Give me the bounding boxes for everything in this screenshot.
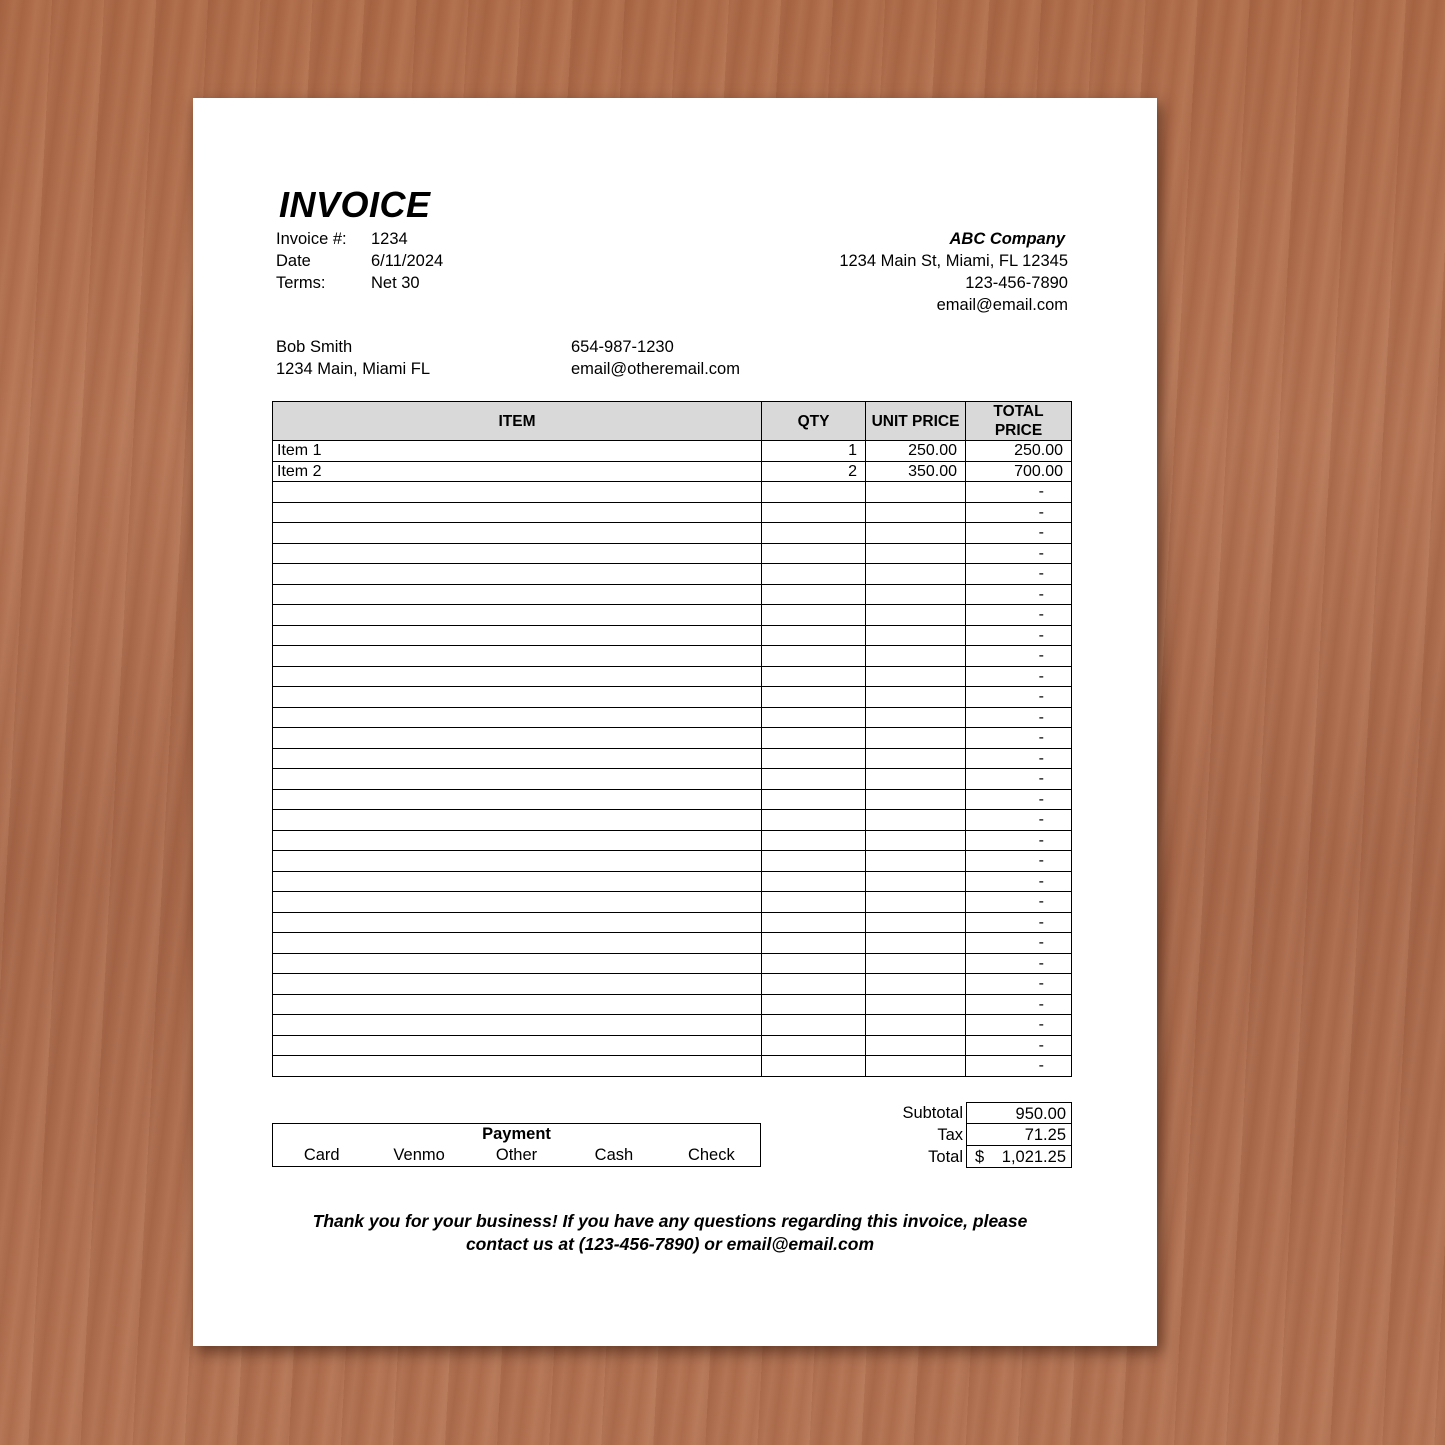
total-price-cell: - bbox=[966, 666, 1072, 687]
customer-contact bbox=[571, 336, 740, 380]
tax-label: Tax bbox=[937, 1126, 963, 1144]
table-row bbox=[273, 769, 1072, 790]
qty-cell bbox=[762, 851, 866, 872]
item-cell bbox=[273, 728, 762, 749]
unit-price-cell bbox=[866, 502, 966, 523]
customer-address: 1234 Main, Miami FL bbox=[276, 360, 431, 378]
total-row bbox=[872, 1146, 1072, 1168]
table-row bbox=[273, 605, 1072, 626]
unit-price-cell bbox=[866, 974, 966, 995]
qty-cell: 2 bbox=[762, 461, 866, 482]
subtotal-label: Subtotal bbox=[902, 1104, 963, 1122]
table-row bbox=[273, 994, 1072, 1015]
qty-cell: 1 bbox=[762, 441, 866, 462]
qty-cell bbox=[762, 974, 866, 995]
qty-cell bbox=[762, 584, 866, 605]
table-row bbox=[273, 625, 1072, 646]
qty-cell bbox=[762, 728, 866, 749]
item-cell: Item 2 bbox=[273, 461, 762, 482]
unit-price-cell bbox=[866, 707, 966, 728]
unit-price-cell bbox=[866, 523, 966, 544]
table-row bbox=[273, 830, 1072, 851]
total-price-cell: - bbox=[966, 584, 1072, 605]
table-row bbox=[273, 974, 1072, 995]
customer-phone: 654-987-1230 bbox=[571, 338, 674, 356]
qty-cell bbox=[762, 769, 866, 790]
table-row bbox=[273, 728, 1072, 749]
total-price-cell: - bbox=[966, 789, 1072, 810]
qty-cell bbox=[762, 687, 866, 708]
table-row bbox=[273, 1015, 1072, 1036]
invoice-date-value: 6/11/2024 bbox=[371, 252, 444, 270]
header-unit-price: UNIT PRICE bbox=[866, 402, 966, 441]
payment-option-venmo: Venmo bbox=[393, 1146, 445, 1164]
total-value: 1,021.25 bbox=[1001, 1148, 1066, 1166]
item-cell bbox=[273, 871, 762, 892]
unit-price-cell bbox=[866, 646, 966, 667]
items-table bbox=[272, 401, 1072, 1077]
item-cell bbox=[273, 584, 762, 605]
total-price-cell: - bbox=[966, 974, 1072, 995]
qty-cell bbox=[762, 748, 866, 769]
qty-cell bbox=[762, 646, 866, 667]
table-row bbox=[273, 523, 1072, 544]
qty-cell bbox=[762, 1056, 866, 1077]
invoice-number-row bbox=[276, 228, 443, 250]
unit-price-cell bbox=[866, 584, 966, 605]
invoice-page bbox=[193, 98, 1157, 1346]
item-cell bbox=[273, 543, 762, 564]
meta-label: Terms: bbox=[276, 274, 326, 292]
unit-price-cell bbox=[866, 769, 966, 790]
item-cell bbox=[273, 748, 762, 769]
unit-price-cell bbox=[866, 1015, 966, 1036]
item-cell bbox=[273, 646, 762, 667]
customer-name: Bob Smith bbox=[276, 338, 353, 356]
item-cell bbox=[273, 1015, 762, 1036]
item-cell bbox=[273, 482, 762, 503]
total-price-cell: - bbox=[966, 502, 1072, 523]
total-price-cell: - bbox=[966, 625, 1072, 646]
total-price-cell: - bbox=[966, 543, 1072, 564]
payment-option-card: Card bbox=[303, 1146, 340, 1164]
unit-price-cell bbox=[866, 830, 966, 851]
total-price-cell: - bbox=[966, 933, 1072, 954]
total-price-cell: - bbox=[966, 994, 1072, 1015]
unit-price-cell bbox=[866, 851, 966, 872]
company-email: email@email.com bbox=[936, 296, 1068, 314]
item-cell bbox=[273, 687, 762, 708]
total-price-cell: - bbox=[966, 748, 1072, 769]
invoice-date-row bbox=[276, 250, 443, 272]
table-row bbox=[273, 871, 1072, 892]
qty-cell bbox=[762, 666, 866, 687]
unit-price-cell bbox=[866, 666, 966, 687]
unit-price-cell bbox=[866, 912, 966, 933]
qty-cell bbox=[762, 892, 866, 913]
item-cell bbox=[273, 912, 762, 933]
table-row bbox=[273, 1056, 1072, 1077]
unit-price-cell bbox=[866, 482, 966, 503]
qty-cell bbox=[762, 789, 866, 810]
table-row bbox=[273, 707, 1072, 728]
qty-cell bbox=[762, 564, 866, 585]
unit-price-cell bbox=[866, 953, 966, 974]
unit-price-cell bbox=[866, 605, 966, 626]
item-cell bbox=[273, 851, 762, 872]
unit-price-cell: 250.00 bbox=[866, 441, 966, 462]
item-cell bbox=[273, 605, 762, 626]
company-address: 1234 Main St, Miami, FL 12345 bbox=[839, 252, 1068, 270]
payment-option-check: Check bbox=[687, 1146, 735, 1164]
unit-price-cell bbox=[866, 728, 966, 749]
total-price-cell: - bbox=[966, 646, 1072, 667]
company-phone: 123-456-7890 bbox=[965, 274, 1068, 292]
payment-box bbox=[272, 1123, 761, 1167]
unit-price-cell bbox=[866, 871, 966, 892]
unit-price-cell bbox=[866, 1035, 966, 1056]
total-price-cell: - bbox=[966, 851, 1072, 872]
qty-cell bbox=[762, 933, 866, 954]
table-row bbox=[273, 584, 1072, 605]
unit-price-cell bbox=[866, 625, 966, 646]
unit-price-cell bbox=[866, 687, 966, 708]
total-price-cell: - bbox=[966, 523, 1072, 544]
total-price-cell: - bbox=[966, 1056, 1072, 1077]
item-cell bbox=[273, 564, 762, 585]
total-label: Total bbox=[928, 1148, 963, 1166]
unit-price-cell bbox=[866, 810, 966, 831]
total-price-cell: - bbox=[966, 912, 1072, 933]
qty-cell bbox=[762, 1035, 866, 1056]
qty-cell bbox=[762, 707, 866, 728]
qty-cell bbox=[762, 625, 866, 646]
table-row bbox=[273, 1035, 1072, 1056]
table-row bbox=[273, 933, 1072, 954]
table-row bbox=[273, 851, 1072, 872]
tax-row bbox=[872, 1124, 1072, 1146]
invoice-terms-row bbox=[276, 272, 443, 294]
footer-line-1: Thank you for your business! If you have any questions regarding this invoice, please bbox=[312, 1211, 1028, 1231]
table-row bbox=[273, 666, 1072, 687]
total-price-cell: - bbox=[966, 871, 1072, 892]
qty-cell bbox=[762, 953, 866, 974]
unit-price-cell bbox=[866, 564, 966, 585]
unit-price-cell bbox=[866, 1056, 966, 1077]
total-price-cell: - bbox=[966, 564, 1072, 585]
footer-line-2: contact us at (123-456-7890) or email@email.com bbox=[465, 1234, 875, 1254]
item-cell bbox=[273, 830, 762, 851]
total-price-cell: - bbox=[966, 605, 1072, 626]
total-price-cell: - bbox=[966, 830, 1072, 851]
subtotal-value: 950.00 bbox=[966, 1102, 1072, 1124]
qty-cell bbox=[762, 912, 866, 933]
unit-price-cell bbox=[866, 748, 966, 769]
header-item: ITEM bbox=[273, 402, 762, 441]
table-row bbox=[273, 892, 1072, 913]
item-cell bbox=[273, 953, 762, 974]
payment-option-other: Other bbox=[495, 1146, 538, 1164]
tax-value: 71.25 bbox=[966, 1124, 1072, 1146]
table-row bbox=[273, 482, 1072, 503]
qty-cell bbox=[762, 871, 866, 892]
total-price-cell: - bbox=[966, 707, 1072, 728]
invoice-terms-value: Net 30 bbox=[371, 274, 420, 292]
payment-option-cash: Cash bbox=[594, 1146, 634, 1164]
total-price-cell: 250.00 bbox=[966, 441, 1072, 462]
customer-email: email@otheremail.com bbox=[571, 360, 740, 378]
item-cell bbox=[273, 789, 762, 810]
unit-price-cell bbox=[866, 994, 966, 1015]
total-price-cell: - bbox=[966, 810, 1072, 831]
customer-info bbox=[276, 336, 430, 380]
table-row bbox=[273, 953, 1072, 974]
payment-options bbox=[273, 1144, 760, 1166]
item-cell bbox=[273, 523, 762, 544]
unit-price-cell bbox=[866, 892, 966, 913]
totals-block bbox=[872, 1102, 1072, 1168]
invoice-title: INVOICE bbox=[279, 184, 431, 225]
qty-cell bbox=[762, 543, 866, 564]
item-cell bbox=[273, 810, 762, 831]
item-cell bbox=[273, 1035, 762, 1056]
total-price-cell: 700.00 bbox=[966, 461, 1072, 482]
unit-price-cell: 350.00 bbox=[866, 461, 966, 482]
table-row bbox=[273, 810, 1072, 831]
qty-cell bbox=[762, 1015, 866, 1036]
qty-cell bbox=[762, 605, 866, 626]
table-row bbox=[273, 646, 1072, 667]
qty-cell bbox=[762, 502, 866, 523]
item-cell bbox=[273, 1056, 762, 1077]
item-cell: Item 1 bbox=[273, 441, 762, 462]
total-price-cell: - bbox=[966, 728, 1072, 749]
item-cell bbox=[273, 933, 762, 954]
footer-message bbox=[253, 1210, 1087, 1256]
total-price-cell: - bbox=[966, 687, 1072, 708]
currency-symbol: $ bbox=[975, 1148, 985, 1166]
total-price-cell: - bbox=[966, 482, 1072, 503]
qty-cell bbox=[762, 830, 866, 851]
table-row bbox=[273, 461, 1072, 482]
meta-label: Invoice #: bbox=[276, 230, 347, 248]
table-row bbox=[273, 543, 1072, 564]
item-cell bbox=[273, 625, 762, 646]
table-row bbox=[273, 564, 1072, 585]
subtotal-row bbox=[872, 1102, 1072, 1124]
header-qty: QTY bbox=[762, 402, 866, 441]
unit-price-cell bbox=[866, 789, 966, 810]
total-price-cell: - bbox=[966, 892, 1072, 913]
item-cell bbox=[273, 769, 762, 790]
payment-title: Payment bbox=[482, 1125, 551, 1143]
qty-cell bbox=[762, 482, 866, 503]
item-cell bbox=[273, 707, 762, 728]
table-row bbox=[273, 748, 1072, 769]
table-row bbox=[273, 502, 1072, 523]
items-body bbox=[273, 441, 1072, 1077]
meta-label: Date bbox=[276, 252, 311, 270]
total-price-cell: - bbox=[966, 1035, 1072, 1056]
invoice-number-value: 1234 bbox=[371, 230, 408, 248]
invoice-meta bbox=[276, 228, 443, 294]
total-price-cell: - bbox=[966, 769, 1072, 790]
total-value-cell bbox=[966, 1146, 1072, 1168]
unit-price-cell bbox=[866, 933, 966, 954]
qty-cell bbox=[762, 994, 866, 1015]
table-row bbox=[273, 687, 1072, 708]
company-info bbox=[839, 228, 1068, 316]
item-cell bbox=[273, 994, 762, 1015]
header-total-price: TOTAL PRICE bbox=[966, 402, 1072, 441]
total-price-cell: - bbox=[966, 953, 1072, 974]
table-header-row bbox=[273, 402, 1072, 441]
item-cell bbox=[273, 502, 762, 523]
item-cell bbox=[273, 666, 762, 687]
table-row bbox=[273, 912, 1072, 933]
table-row bbox=[273, 441, 1072, 462]
total-price-cell: - bbox=[966, 1015, 1072, 1036]
qty-cell bbox=[762, 523, 866, 544]
item-cell bbox=[273, 974, 762, 995]
qty-cell bbox=[762, 810, 866, 831]
item-cell bbox=[273, 892, 762, 913]
table-row bbox=[273, 789, 1072, 810]
unit-price-cell bbox=[866, 543, 966, 564]
company-name: ABC Company bbox=[949, 230, 1065, 248]
